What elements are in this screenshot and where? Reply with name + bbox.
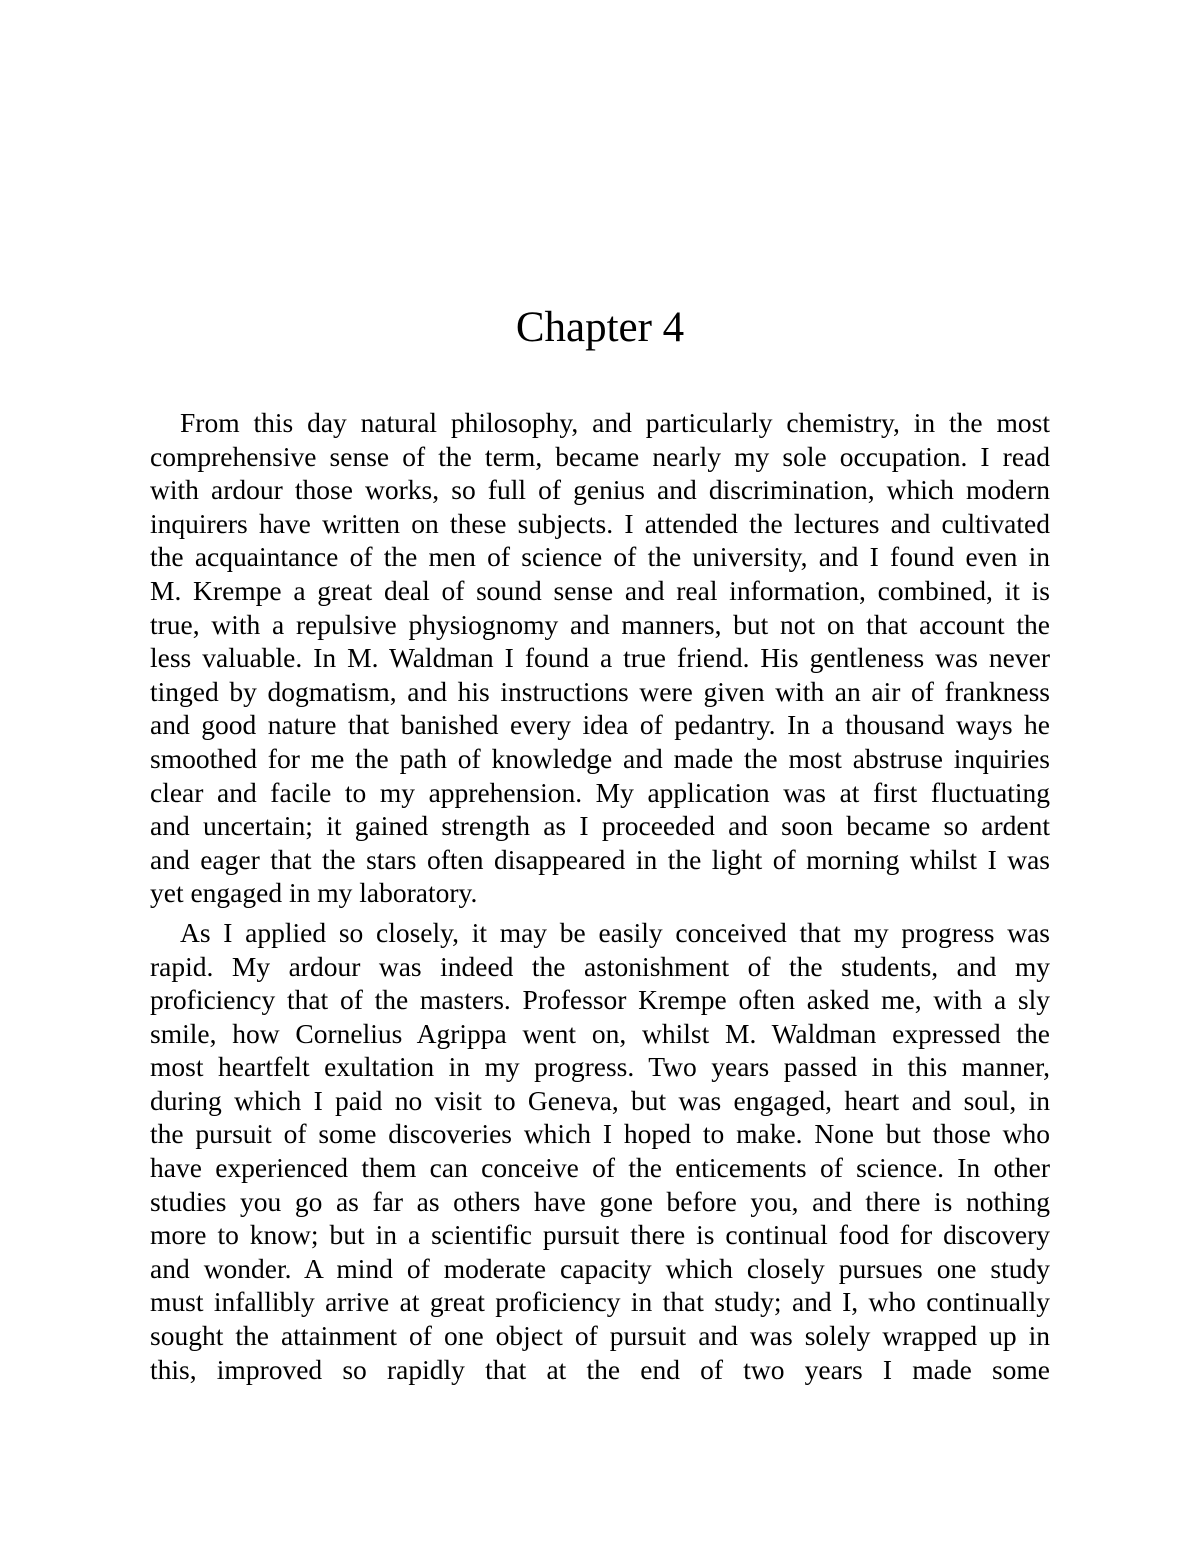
text-line: proficiency that of the masters. Professor Krempe often asked me, with a sly: [150, 984, 1050, 1016]
paragraph: [150, 916, 1050, 1386]
text-line: smoothed for me the path of knowledge and made the most abstruse inquiries: [150, 742, 1050, 774]
text-line: From this day natural philosophy, and particularly chemistry, in the most: [180, 407, 1050, 438]
text-line: have experienced them can conceive of the enticements of science. In other: [150, 1152, 1050, 1184]
text-line: must infallibly arrive at great proficiency in that study; and I, who continually: [150, 1286, 1050, 1318]
text-line: this, improved so rapidly that at the end of two years I made some: [150, 1353, 1050, 1385]
text-line: the acquaintance of the men of science of the university, and I found even in: [150, 541, 1050, 573]
text-line: and uncertain; it gained strength as I proceeded and soon became so ardent: [150, 810, 1050, 842]
paragraph: [150, 406, 1050, 910]
text-line: tinged by dogmatism, and his instructions were given with an air of frankness: [150, 675, 1050, 707]
text-line: smile, how Cornelius Agrippa went on, whilst M. Waldman expressed the: [150, 1017, 1050, 1049]
text-line: comprehensive sense of the term, became nearly my sole occupation. I read: [150, 440, 1050, 472]
text-line: with ardour those works, so full of genius and discrimination, which modern: [150, 474, 1050, 506]
text-line: and good nature that banished every idea of pedantry. In a thousand ways he: [150, 709, 1050, 741]
chapter-body: [150, 406, 1050, 1386]
text-line: and eager that the stars often disappeared in the light of morning whilst I was: [150, 843, 1050, 875]
text-line: M. Krempe a great deal of sound sense and real information, combined, it is: [150, 574, 1050, 606]
text-line: yet engaged in my laboratory.: [150, 877, 478, 909]
chapter-heading: Chapter 4: [515, 304, 685, 351]
text-line: the pursuit of some discoveries which I hoped to make. None but those who: [150, 1118, 1050, 1150]
text-line: rapid. My ardour was indeed the astonishment of the students, and my: [150, 950, 1050, 982]
text-line: and wonder. A mind of moderate capacity which closely pursues one study: [150, 1252, 1050, 1284]
text-line: As I applied so closely, it may be easily conceived that my progress was: [180, 916, 1050, 948]
text-line: less valuable. In M. Waldman I found a true friend. His gentleness was never: [150, 642, 1050, 674]
text-line: clear and facile to my apprehension. My application was at first fluctuating: [150, 776, 1050, 808]
text-line: most heartfelt exultation in my progress. Two years passed in this manner,: [150, 1051, 1050, 1083]
text-line: sought the attainment of one object of pursuit and was solely wrapped up in: [150, 1320, 1050, 1352]
text-line: during which I paid no visit to Geneva, but was engaged, heart and soul, in: [150, 1084, 1050, 1116]
text-line: studies you go as far as others have gone before you, and there is nothing: [150, 1185, 1050, 1217]
text-line: true, with a repulsive physiognomy and manners, but not on that account the: [150, 608, 1050, 640]
text-line: inquirers have written on these subjects. I attended the lectures and cultivated: [150, 507, 1050, 539]
text-line: more to know; but in a scientific pursuit there is continual food for discovery: [150, 1219, 1050, 1251]
